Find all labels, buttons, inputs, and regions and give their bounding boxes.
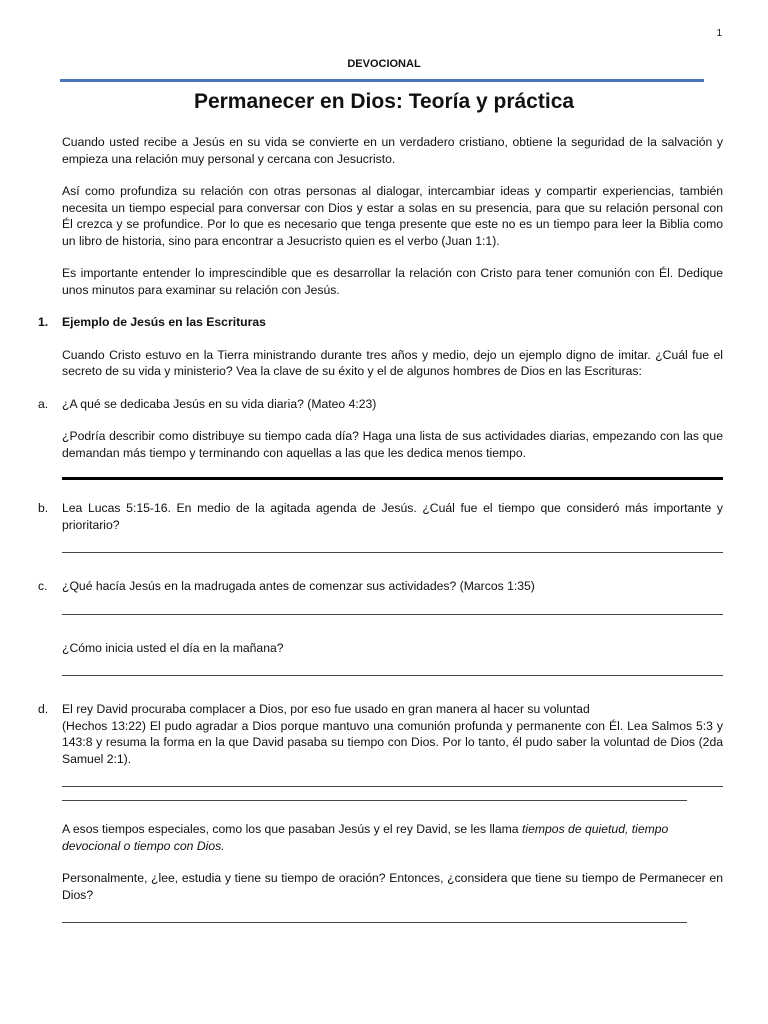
answer-line[interactable] — [62, 551, 723, 553]
question-label: c. — [38, 579, 48, 593]
page-number: 1 — [716, 28, 722, 39]
section-number: 1. — [38, 315, 49, 329]
question-c-followup: ¿Cómo inicia usted el día en la mañana? — [62, 640, 284, 655]
answer-line[interactable] — [62, 613, 723, 615]
question-text: ¿A qué se dedicaba Jesús en su vida diaria? (Mateo 4:23) — [62, 396, 377, 411]
closing-question: Personalmente, ¿lee, estudia y tiene su tiempo de oración? Entonces, ¿considera que tiene su tiempo de Permanecer en Dios? — [62, 871, 723, 902]
answer-line[interactable] — [62, 921, 687, 923]
question-text — [62, 701, 723, 767]
question-d — [38, 701, 723, 767]
closing-paragraph — [62, 821, 723, 854]
intro-paragraph: Así como profundiza su relación con otras personas al dialogar, intercambiar ideas y compartir experiencias, también necesita un tiempo especial para conversar con Dios y estar a solas en su presencia, para que su relación personal con Él crezca y se profundice. Por lo que es necesario que tenga presente que este no es un tiempo para leer la Biblia como un libro de historia, sino para encontrar a Jesucristo quien es el verbo (Juan 1:1). — [62, 184, 723, 248]
answer-line[interactable] — [62, 799, 687, 801]
closing-text: A esos tiempos especiales, como los que pasaban Jesús y el rey David, se les llama — [62, 822, 522, 836]
intro-paragraph: Cuando usted recibe a Jesús en su vida se convierte en un verdadero cristiano, obtiene la seguridad de la salvación y empieza una relación muy personal y cercana con Jesucristo. — [62, 135, 723, 166]
question-label: a. — [38, 396, 49, 411]
question-a-followup: ¿Podría describir como distribuye su tiempo cada día? Haga una lista de sus actividades diarias, empezando con las que demandan más tiempo y terminando con aquellas a las que les dedica menos tiempo. — [62, 429, 723, 460]
question-a — [38, 396, 723, 413]
question-label: b. — [38, 501, 49, 515]
page-title: Permanecer en Dios: Teoría y práctica — [193, 90, 575, 113]
section-title: Ejemplo de Jesús en las Escrituras — [62, 315, 266, 329]
closing-italic: tiempos de quietud, tiempo devocional o tiempo con Dios. — [62, 822, 669, 853]
answer-line[interactable] — [62, 674, 723, 676]
document-kicker: DEVOCIONAL — [347, 58, 421, 70]
section-intro: Cuando Cristo estuvo en la Tierra ministrando durante tres años y medio, dejo un ejemplo digno de imitar. ¿Cuál fue el secreto de su vida y ministerio? Vea la clave de su éxito y el de algunos hombres de Dios en las Escrituras: — [62, 347, 723, 378]
header-rule — [60, 79, 704, 82]
answer-line[interactable] — [62, 785, 723, 787]
question-text: Lea Lucas 5:15-16. En medio de la agitada agenda de Jesús. ¿Cuál fue el tiempo que consideró más importante y prioritario? — [62, 501, 723, 532]
intro-paragraph: Es importante entender lo imprescindible que es desarrollar la relación con Cristo para tener comunión con Él. Dedique unos minutos para examinar su relación con Jesús. — [62, 266, 723, 297]
question-b — [38, 500, 723, 533]
question-label: d. — [38, 702, 49, 716]
document-body — [38, 134, 723, 948]
question-text: ¿Qué hacía Jesús en la madrugada antes de comenzar sus actividades? (Marcos 1:35) — [62, 579, 535, 593]
question-c — [38, 578, 723, 595]
answer-line-thick[interactable] — [62, 477, 723, 480]
question-text-line1: El rey David procuraba complacer a Dios, por eso fue usado en gran manera al hacer su voluntad — [62, 702, 590, 716]
section-heading — [38, 314, 723, 331]
question-text-rest: (Hechos 13:22) El pudo agradar a Dios porque mantuvo una comunión profunda y permanente con Él. Lea Salmos 5:3 y 143:8 y resuma la forma en la que David pasaba su tiempo con Dios. Por lo tanto, él pudo saber la voluntad de Dios (2da Samuel 2:1). — [62, 718, 723, 766]
